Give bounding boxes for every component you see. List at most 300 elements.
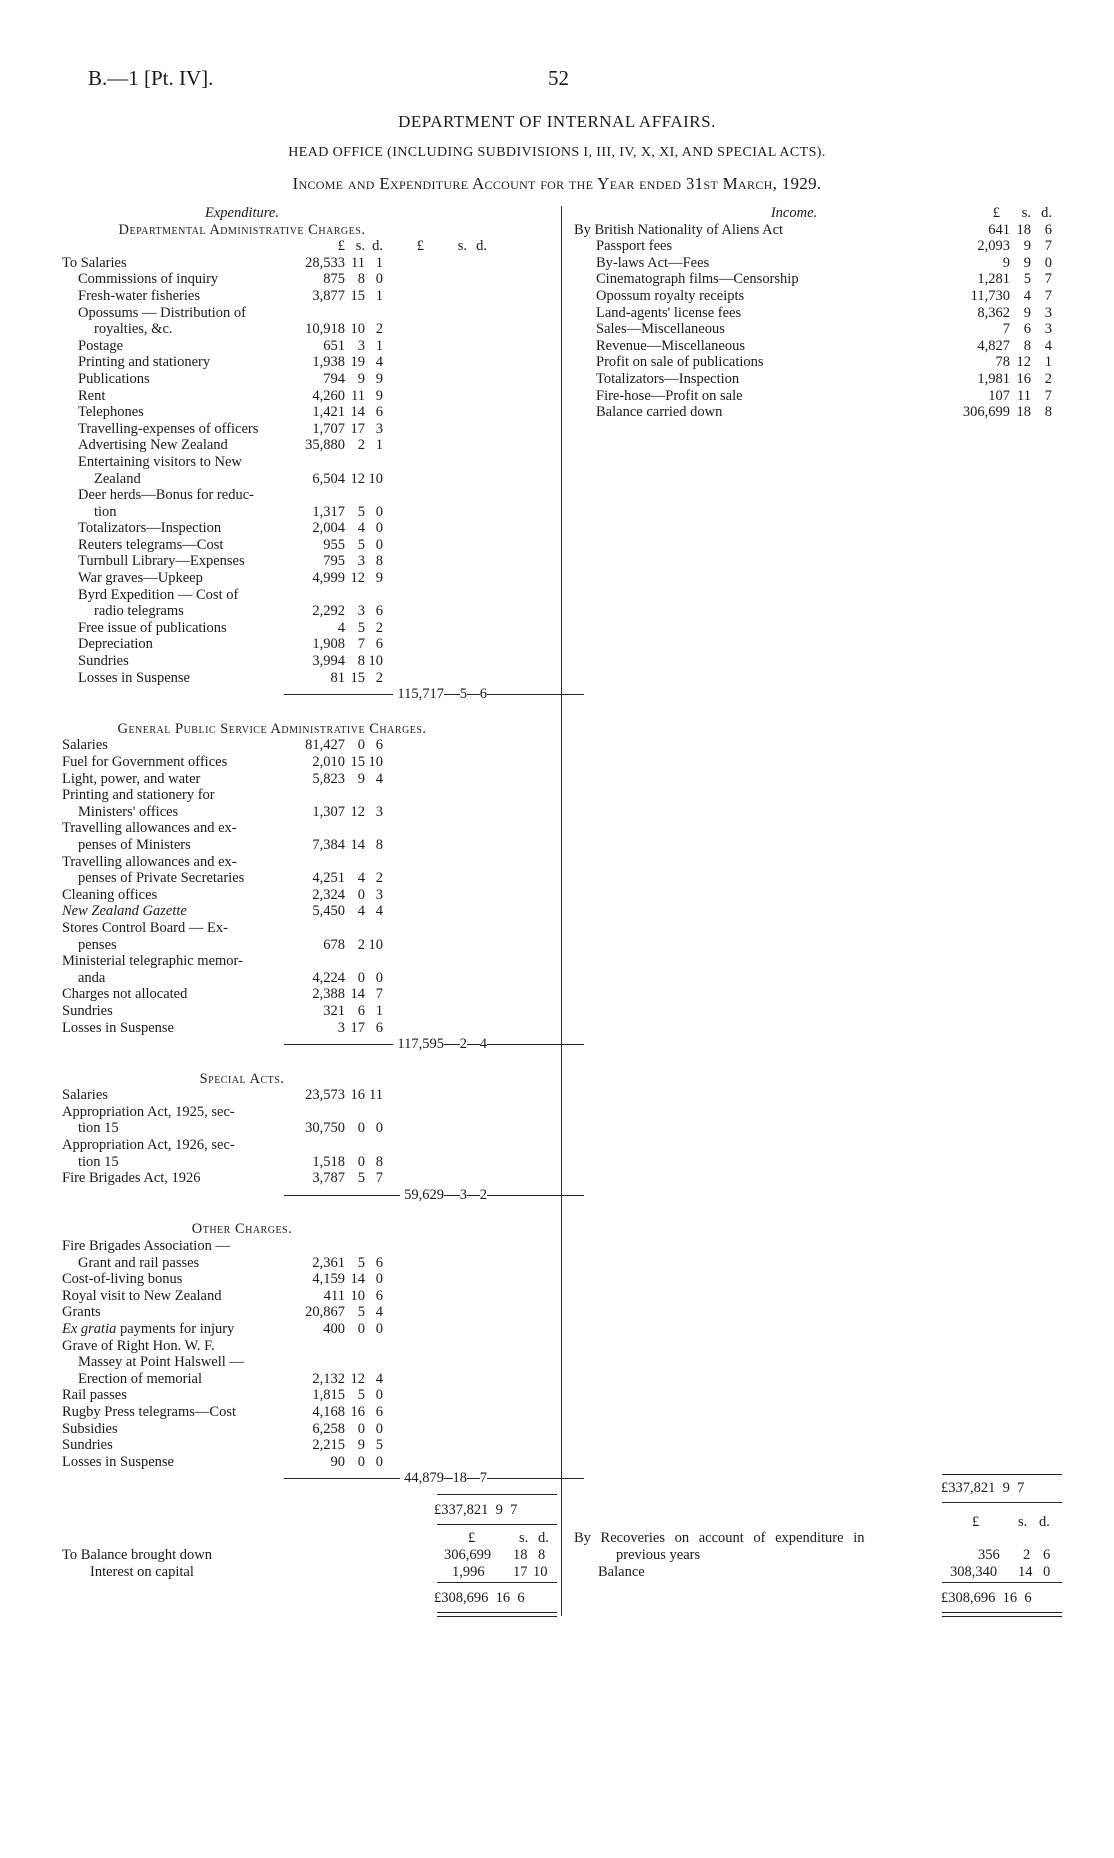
balance-total-rule-top-left — [437, 1582, 557, 1583]
amount-pounds: 2,361 — [312, 1254, 345, 1271]
amount-shillings: 0 — [357, 969, 365, 986]
grand-total-income: £337,821 9 7 — [941, 1480, 1025, 1496]
amount-pence: 11 — [369, 1087, 383, 1104]
item-label: tion 15 — [78, 1153, 119, 1170]
amount-shillings: 14 — [350, 986, 365, 1003]
amount-pence: 10 — [368, 470, 383, 487]
income-label: Fire-hose—Profit on sale — [596, 387, 743, 404]
amount-pounds: 1,421 — [312, 404, 345, 421]
section-heading — [62, 1071, 422, 1088]
amount-pence: 9 — [375, 570, 383, 587]
page-ref: B.—1 [Pt. IV]. — [88, 66, 214, 90]
amount-pence: 1 — [375, 337, 383, 354]
amount-pence: 0 — [375, 1120, 383, 1137]
balance-pence: 10 — [533, 1564, 548, 1580]
balance-total-rule-bottom-left-2 — [437, 1616, 557, 1617]
balance-shillings: 2 — [1023, 1547, 1031, 1563]
balance-shilling-head: s. — [519, 1530, 529, 1546]
income-shillings: 11 — [1017, 387, 1031, 404]
item-label: Sundries — [62, 1437, 113, 1454]
amount-pounds: 794 — [323, 370, 345, 387]
section-heading — [62, 721, 482, 738]
amount-pence: 5 — [375, 1437, 383, 1454]
amount-shillings: 3 — [357, 337, 365, 354]
balance-pence: 8 — [538, 1547, 546, 1563]
amount-pounds: 400 — [323, 1321, 345, 1337]
item-label: Fresh-water fisheries — [78, 287, 200, 304]
amount-pounds: 1,707 — [312, 420, 345, 437]
amount-pence: 2 — [375, 870, 383, 887]
item-label: Grants — [62, 1304, 101, 1321]
income-label: Land-agents' license fees — [596, 304, 742, 321]
amount-shillings: 17 — [350, 420, 365, 437]
amount-pounds: 4,251 — [312, 870, 345, 887]
balance-total-rule-bottom-left — [437, 1612, 557, 1613]
amount-pence: 6 — [375, 1287, 383, 1304]
income-shillings: 9 — [1023, 254, 1031, 271]
amount-pounds: 2,388 — [312, 986, 345, 1003]
pence-head-total: d. — [476, 238, 487, 255]
item-label: Royal visit to New Zealand — [62, 1287, 222, 1304]
item-label: Charges not allocated — [62, 986, 188, 1003]
recoveries-label: By Recoveries on account of expenditure in — [574, 1530, 865, 1546]
amount-pounds: 20,867 — [305, 1304, 345, 1321]
amount-pounds: 23,573 — [305, 1087, 345, 1104]
income-label: Balance carried down — [596, 404, 723, 421]
amount-shillings: 4 — [357, 903, 365, 920]
income-shillings: 12 — [1016, 354, 1031, 371]
amount-pence: 2 — [375, 669, 383, 686]
amount-pounds: 4 — [337, 619, 345, 636]
amount-shillings: 15 — [350, 287, 365, 304]
balance-pound-head: £ — [972, 1514, 980, 1530]
income-pence: 7 — [1044, 271, 1052, 288]
pence-head: d. — [1041, 205, 1052, 221]
amount-pence: 0 — [375, 1321, 383, 1337]
section-title: General Public Service Administrative Charges. — [117, 720, 427, 737]
amount-pounds: 321 — [323, 1002, 345, 1019]
amount-shillings: 16 — [350, 1403, 365, 1420]
income-shillings: 9 — [1023, 238, 1031, 255]
item-label: Telephones — [78, 404, 144, 421]
amount-shillings: 9 — [357, 770, 365, 787]
amount-shillings: 0 — [357, 886, 365, 903]
amount-shillings: 14 — [350, 404, 365, 421]
page-number: 52 — [548, 66, 569, 90]
amount-pounds: 3,994 — [312, 653, 345, 670]
amount-pence: 1 — [375, 1002, 383, 1019]
income-pounds: 641 — [988, 221, 1010, 238]
income-shillings: 18 — [1016, 404, 1031, 421]
income-pounds: 1,281 — [977, 271, 1010, 288]
income-pounds: 78 — [995, 354, 1010, 371]
amount-shillings: 6 — [357, 1002, 365, 1019]
item-label: Ministers' offices — [78, 803, 179, 820]
pence-head: d. — [372, 238, 383, 255]
grand-total-rule-bottom-right — [942, 1502, 1062, 1503]
amount-shillings: 19 — [350, 354, 365, 371]
income-pounds: 107 — [988, 387, 1010, 404]
amount-pounds: 2,010 — [312, 754, 345, 770]
expenditure-column — [62, 205, 557, 1487]
amount-pence: 0 — [375, 1271, 383, 1288]
amount-pounds: 2,215 — [312, 1437, 345, 1454]
grand-total-rule-bottom-left — [437, 1524, 557, 1525]
amount-shillings: 8 — [357, 271, 365, 288]
amount-shillings: 5 — [357, 1170, 365, 1187]
amount-pounds: 795 — [323, 553, 345, 570]
amount-shillings: 8 — [357, 653, 365, 670]
income-pence: 4 — [1044, 337, 1052, 354]
amount-pounds: 90 — [330, 1453, 345, 1470]
amount-shillings: 0 — [357, 1321, 365, 1337]
income-shillings: 5 — [1023, 271, 1031, 288]
amount-pounds: 35,880 — [305, 437, 345, 454]
income-pounds: 8,362 — [977, 304, 1010, 321]
item-label: Ministerial telegraphic memor- — [62, 953, 243, 970]
amount-pence: 7 — [375, 986, 383, 1003]
item-label: penses — [78, 936, 117, 953]
amount-shillings: 5 — [357, 1387, 365, 1404]
amount-shillings: 4 — [357, 870, 365, 887]
amount-pence: 0 — [375, 536, 383, 553]
amount-pounds: 3,877 — [312, 287, 345, 304]
section-total-pence: 4 — [479, 1036, 487, 1053]
amount-pounds: 4,260 — [312, 387, 345, 404]
amount-pounds: 4,224 — [312, 969, 345, 986]
item-label: Appropriation Act, 1925, sec- — [62, 1103, 235, 1120]
amount-shillings: 0 — [357, 1120, 365, 1137]
income-pounds: 2,093 — [977, 238, 1010, 255]
item-label: Totalizators—Inspection — [78, 520, 222, 537]
item-label: Stores Control Board — Ex- — [62, 919, 228, 936]
amount-pounds: 2,132 — [312, 1370, 345, 1387]
item-label: Sundries — [78, 653, 129, 670]
amount-shillings: 5 — [357, 503, 365, 520]
amount-shillings: 10 — [350, 321, 365, 338]
amount-shillings: 0 — [357, 1420, 365, 1437]
income-label: Cinematograph films—Censorship — [596, 271, 799, 288]
amount-pence: 8 — [375, 553, 383, 570]
income-label: Opossum royalty receipts — [596, 287, 745, 304]
item-label: Printing and stationery for — [62, 787, 215, 804]
amount-pounds: 81 — [330, 669, 345, 686]
item-label: Cost-of-living bonus — [62, 1271, 183, 1288]
grand-total-expenditure: £337,821 9 7 — [434, 1502, 518, 1518]
income-label: Sales—Miscellaneous — [596, 321, 725, 338]
amount-pounds: 3,787 — [312, 1170, 345, 1187]
amount-pence: 4 — [375, 1370, 383, 1387]
amount-pence: 1 — [375, 437, 383, 454]
amount-pence: 6 — [375, 737, 383, 754]
income-shillings: 18 — [1016, 221, 1031, 238]
balance-pence: 0 — [1043, 1564, 1051, 1580]
amount-shillings: 12 — [350, 570, 365, 587]
amount-shillings: 10 — [350, 1287, 365, 1304]
amount-pounds: 1,518 — [312, 1153, 345, 1170]
item-label: penses of Private Secretaries — [78, 870, 245, 887]
amount-shillings: 12 — [350, 470, 365, 487]
section-heading — [62, 1221, 422, 1238]
item-label: penses of Ministers — [78, 836, 191, 853]
amount-shillings: 5 — [357, 619, 365, 636]
income-column — [574, 205, 1064, 421]
amount-pounds: 1,317 — [312, 503, 345, 520]
amount-shillings: 9 — [357, 1437, 365, 1454]
grand-total-rule-top-left — [437, 1494, 557, 1495]
amount-pence: 10 — [368, 653, 383, 670]
income-pence: 3 — [1044, 304, 1052, 321]
item-label: Travelling allowances and ex- — [62, 853, 237, 870]
income-label: Revenue—Miscellaneous — [596, 337, 745, 354]
amount-shillings: 15 — [350, 754, 365, 770]
amount-pence: 7 — [375, 1170, 383, 1187]
item-label: radio telegrams — [94, 603, 184, 620]
income-pounds: 4,827 — [977, 337, 1010, 354]
balance-pence: 6 — [1043, 1547, 1051, 1563]
balance-shillings: 17 — [513, 1564, 528, 1580]
balance-label: Interest on capital — [90, 1564, 194, 1580]
amount-pence: 6 — [375, 603, 383, 620]
amount-pounds: 411 — [323, 1287, 345, 1304]
amount-pounds: 6,504 — [312, 470, 345, 487]
amount-pence: 6 — [375, 1019, 383, 1036]
item-label: Fire Brigades Association — — [62, 1238, 230, 1255]
income-label: Passport fees — [596, 238, 673, 255]
balance-total-rule-bottom-right-2 — [942, 1616, 1062, 1617]
amount-shillings: 11 — [351, 254, 365, 271]
section-total-shillings: 3 — [459, 1186, 467, 1203]
balance-label: previous years — [616, 1547, 701, 1563]
income-pence: 3 — [1044, 321, 1052, 338]
amount-pence: 6 — [375, 1403, 383, 1420]
amount-pence: 8 — [375, 1153, 383, 1170]
income-pounds: 9 — [1002, 254, 1010, 271]
amount-pence: 0 — [375, 1420, 383, 1437]
amount-pence: 4 — [375, 770, 383, 787]
section-total-pounds: 117,595 — [393, 1036, 444, 1053]
balance-pence-head: d. — [538, 1530, 549, 1546]
section-total-shillings: 2 — [459, 1036, 467, 1053]
item-label: Zealand — [94, 470, 141, 487]
amount-pounds: 10,918 — [305, 321, 345, 338]
item-label: tion — [94, 503, 117, 520]
income-shillings: 16 — [1016, 370, 1031, 387]
amount-pence: 3 — [375, 886, 383, 903]
amount-pounds: 1,307 — [312, 803, 345, 820]
amount-pence: 0 — [375, 520, 383, 537]
balance-label: To Balance brought down — [62, 1547, 212, 1563]
amount-pence: 0 — [375, 271, 383, 288]
item-label: Commissions of inquiry — [78, 271, 219, 288]
amount-pounds: 955 — [323, 536, 345, 553]
pound-head-total: £ — [416, 238, 424, 255]
amount-pence: 9 — [375, 387, 383, 404]
item-label: Losses in Suspense — [78, 669, 190, 686]
amount-shillings: 15 — [350, 669, 365, 686]
item-label: Light, power, and water — [62, 770, 201, 787]
item-label: Subsidies — [62, 1420, 118, 1437]
item-label: Travelling allowances and ex- — [62, 820, 237, 837]
amount-pounds: 81,427 — [305, 737, 345, 754]
amount-shillings: 7 — [357, 636, 365, 653]
item-label: Depreciation — [78, 636, 153, 653]
balance-label: Balance — [598, 1564, 645, 1580]
item-label: Losses in Suspense — [62, 1019, 174, 1036]
amount-pounds: 4,999 — [312, 570, 345, 587]
amount-pence: 3 — [375, 803, 383, 820]
income-pence: 7 — [1044, 287, 1052, 304]
balance-pounds: 1,996 — [452, 1564, 485, 1580]
page-subtitle: HEAD OFFICE (INCLUDING SUBDIVISIONS I, III, IV, X, XI, AND SPECIAL ACTS). — [288, 145, 826, 160]
expenditure-heading: Expenditure. — [205, 205, 279, 221]
balance-pounds: 306,699 — [444, 1547, 492, 1563]
amount-shillings: 5 — [357, 536, 365, 553]
amount-pounds: 3 — [337, 1019, 345, 1036]
amount-shillings: 12 — [350, 1370, 365, 1387]
item-label: Turnbull Library—Expenses — [78, 553, 245, 570]
item-label: Losses in Suspense — [62, 1453, 174, 1470]
amount-pounds: 1,908 — [312, 636, 345, 653]
income-label: By British Nationality of Aliens Act — [574, 221, 784, 238]
income-pence: 2 — [1044, 370, 1052, 387]
item-label: royalties, &c. — [94, 321, 173, 338]
amount-pounds: 4,159 — [312, 1271, 345, 1288]
section-total-pence: 7 — [479, 1470, 487, 1487]
balance-pence-head: d. — [1039, 1514, 1050, 1530]
amount-shillings: 16 — [350, 1087, 365, 1104]
item-label: tion 15 — [78, 1120, 119, 1137]
amount-shillings: 3 — [357, 603, 365, 620]
item-label: Free issue of publications — [78, 619, 227, 636]
amount-pounds: 28,533 — [305, 254, 345, 271]
income-pence: 8 — [1044, 404, 1052, 421]
amount-pounds: 1,938 — [312, 354, 345, 371]
item-label: Massey at Point Halswell — — [78, 1354, 244, 1371]
amount-pence: 0 — [375, 1387, 383, 1404]
item-label: New Zealand Gazette — [62, 903, 187, 920]
amount-pence: 0 — [375, 1453, 383, 1470]
amount-pounds: 30,750 — [305, 1120, 345, 1137]
balance-total-rule-top-right — [942, 1582, 1062, 1583]
amount-shillings: 9 — [357, 370, 365, 387]
income-label: By-laws Act—Fees — [596, 254, 710, 271]
item-label: Opossums — Distribution of — [78, 304, 246, 321]
item-label: Salaries — [62, 737, 108, 754]
section-title: Other Charges. — [191, 1221, 293, 1238]
item-label: Reuters telegrams—Cost — [78, 536, 224, 553]
amount-shillings: 0 — [357, 737, 365, 754]
amount-pence: 2 — [375, 619, 383, 636]
amount-pence: 6 — [375, 636, 383, 653]
income-heading: Income. — [770, 205, 818, 221]
income-shillings: 6 — [1023, 321, 1031, 338]
account-title: Income and Expenditure Account for the Year ended 31st March, 1929. — [292, 174, 822, 193]
income-pence: 7 — [1044, 238, 1052, 255]
balance-pounds: 356 — [978, 1547, 1000, 1563]
section-total-shillings: 18 — [452, 1470, 467, 1487]
section-heading — [62, 222, 422, 239]
item-label: Erection of memorial — [78, 1370, 203, 1387]
amount-pounds: 678 — [323, 936, 345, 953]
income-pence: 0 — [1044, 254, 1052, 271]
center-divider — [561, 206, 562, 1616]
shilling-head: s. — [1021, 205, 1031, 221]
income-pounds: 306,699 — [962, 404, 1010, 421]
section-total-pence: 6 — [479, 686, 487, 703]
amount-pence: 2 — [375, 321, 383, 338]
amount-pence: 8 — [375, 836, 383, 853]
item-label: Advertising New Zealand — [78, 437, 228, 454]
amount-shillings: 2 — [357, 936, 365, 953]
amount-pounds: 5,450 — [312, 903, 345, 920]
amount-shillings: 0 — [357, 1453, 365, 1470]
income-shillings: 9 — [1023, 304, 1031, 321]
shilling-head: s. — [355, 238, 365, 255]
amount-pence: 1 — [375, 287, 383, 304]
amount-shillings: 14 — [350, 836, 365, 853]
section-total-shillings: 5 — [459, 686, 467, 703]
amount-pounds: 875 — [323, 271, 345, 288]
item-label: Postage — [78, 337, 124, 354]
balance-shilling-head: s. — [1018, 1514, 1028, 1530]
amount-pence: 3 — [375, 420, 383, 437]
grand-total-rule-top-right — [942, 1474, 1062, 1475]
section-total-pounds: 115,717 — [393, 686, 444, 703]
item-label: Rugby Press telegrams—Cost — [62, 1403, 236, 1420]
amount-pence: 0 — [375, 969, 383, 986]
income-pounds: 1,981 — [977, 370, 1010, 387]
amount-shillings: 17 — [350, 1019, 365, 1036]
amount-shillings: 5 — [357, 1304, 365, 1321]
item-label: Salaries — [62, 1087, 108, 1104]
item-label: Grant and rail passes — [78, 1254, 200, 1271]
balance-total-income: £308,696 16 6 — [941, 1590, 1032, 1606]
income-pence: 6 — [1044, 221, 1052, 238]
balance-shillings: 18 — [513, 1547, 528, 1563]
income-pounds: 7 — [1002, 321, 1010, 338]
amount-shillings: 5 — [357, 1254, 365, 1271]
amount-pounds: 2,292 — [312, 603, 345, 620]
balance-shillings: 14 — [1018, 1564, 1033, 1580]
amount-shillings: 14 — [350, 1271, 365, 1288]
pound-head: £ — [337, 238, 345, 255]
income-pence: 7 — [1044, 387, 1052, 404]
balance-pound-head: £ — [468, 1530, 476, 1546]
balance-pounds: 308,340 — [950, 1564, 998, 1580]
amount-pence: 10 — [368, 754, 383, 770]
item-label: Ex gratia payments for injury — [62, 1321, 235, 1337]
income-label: Profit on sale of publications — [596, 354, 764, 371]
balance-total-expenditure: £308,696 16 6 — [434, 1590, 525, 1606]
item-label: Sundries — [62, 1002, 113, 1019]
item-label: Printing and stationery — [78, 354, 211, 371]
section-total-pounds: 59,629 — [400, 1187, 444, 1204]
amount-shillings: 11 — [351, 387, 365, 404]
pound-head: £ — [992, 205, 1000, 221]
item-label: Travelling-expenses of officers — [78, 420, 259, 437]
section-title: Special Acts. — [199, 1070, 285, 1087]
item-label: anda — [78, 969, 106, 986]
amount-shillings: 2 — [357, 437, 365, 454]
section-total-pounds: 44,879 — [400, 1470, 444, 1487]
income-shillings: 4 — [1023, 287, 1031, 304]
income-shillings: 8 — [1023, 337, 1031, 354]
amount-pounds: 2,004 — [312, 520, 345, 537]
item-label: Grave of Right Hon. W. F. — [62, 1337, 215, 1354]
amount-pence: 1 — [375, 254, 383, 271]
amount-pence: 4 — [375, 354, 383, 371]
